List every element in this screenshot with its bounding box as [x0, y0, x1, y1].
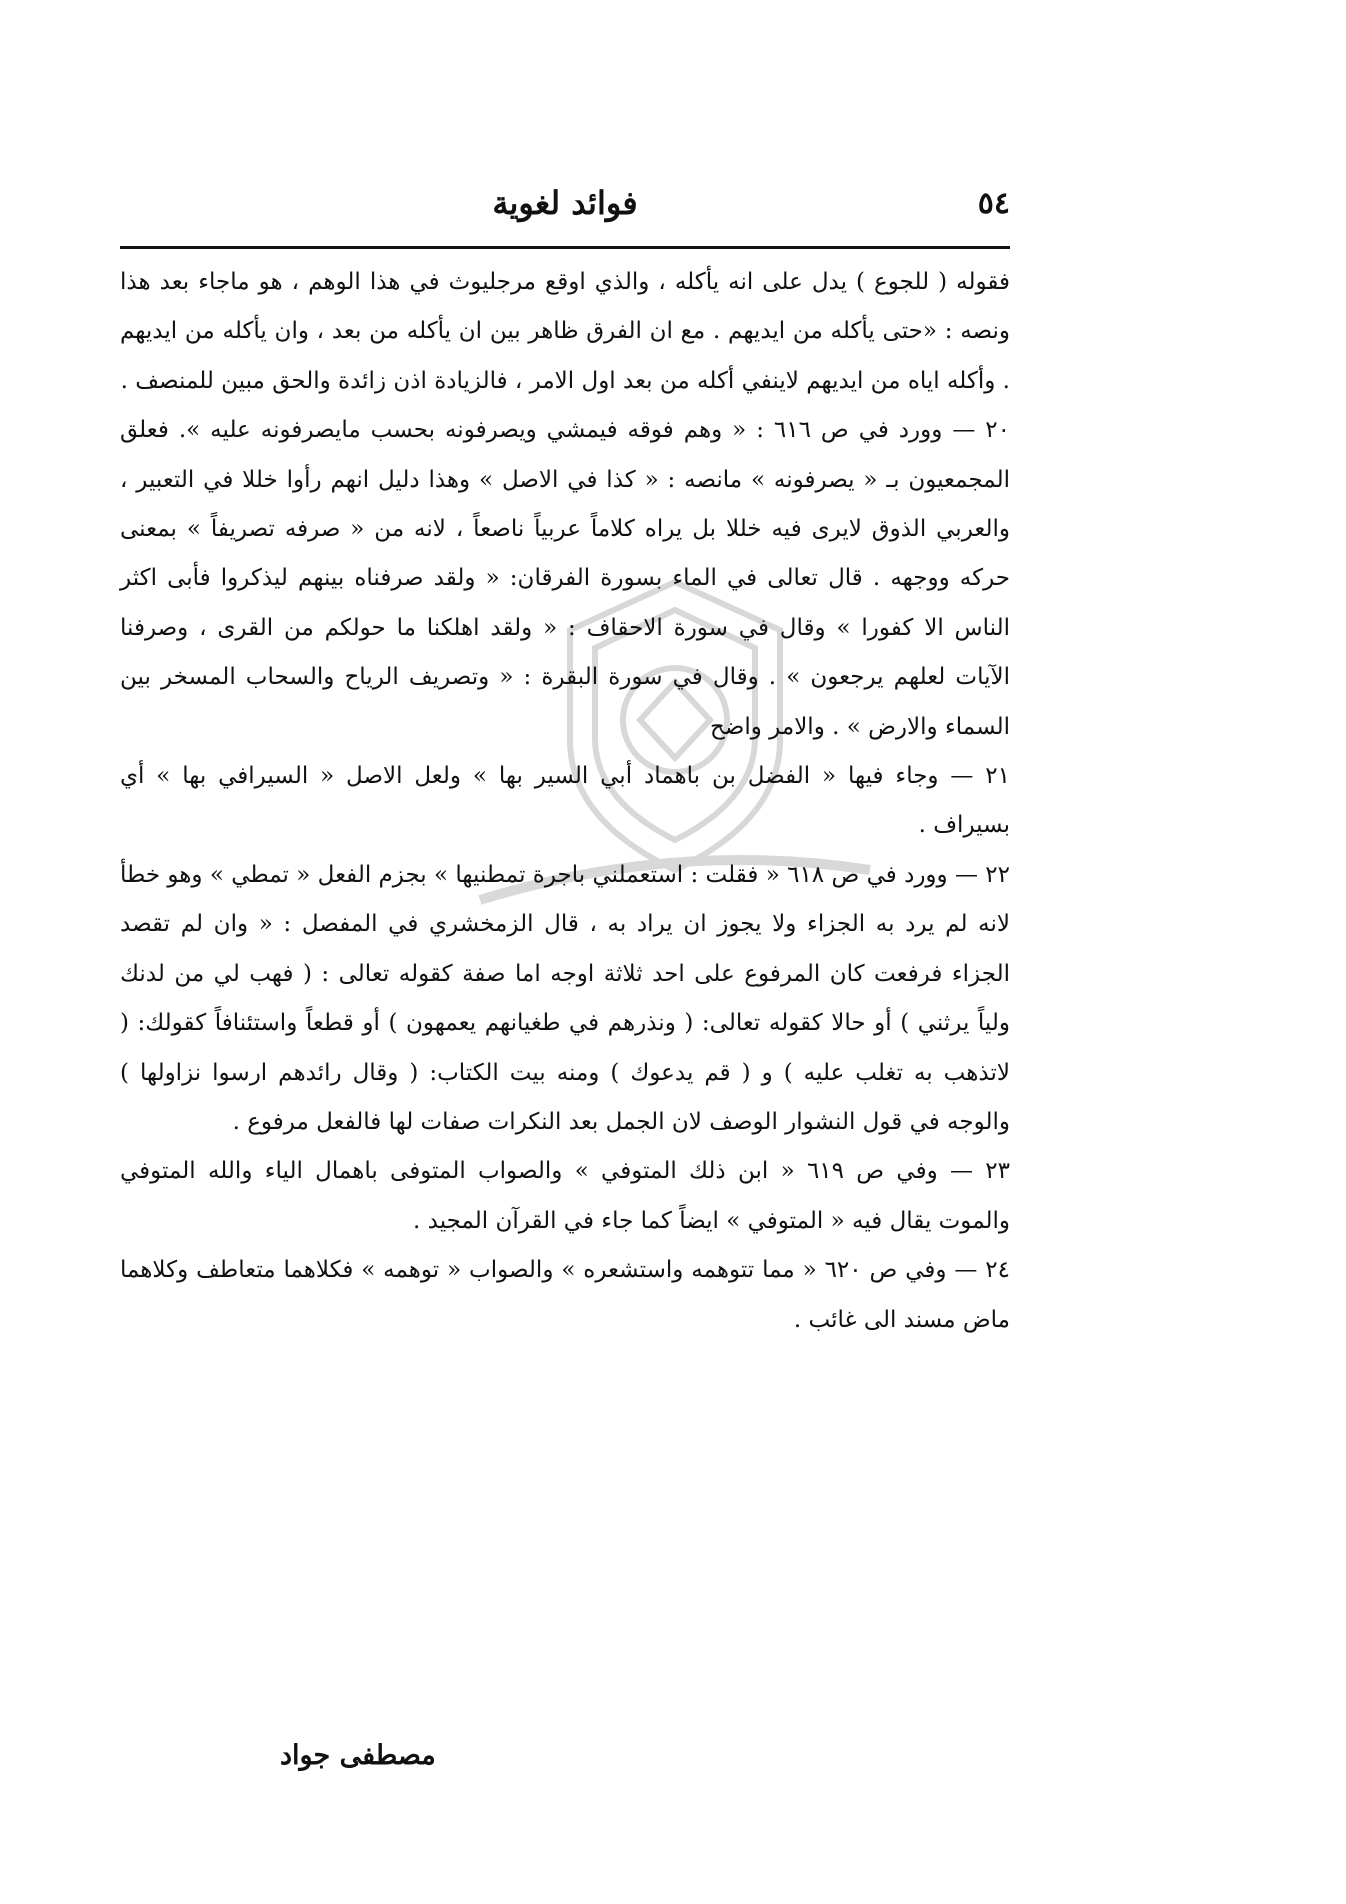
paragraph: ٢٠ — وورد في ص ٦١٦ : « وهم فوقه فيمشي ويصرفونه بحسب مايصرفونه عليه ». فعلق المجمعيون بـ « يصرفونه » مانصه : « كذا في الاصل » وهذا دليل انهم رأوا خللا في التعبير ، والعربي الذوق لايرى فيه خللا بل يراه كلاماً عربياً ناصعاً ، لانه من « صرفه تصريفاً » بمعنى حركه ووجهه . قال تعالى في الماء بسورة الفرقان: « ولقد صرفناه بينهم ليذكروا فأبى اكثر الناس الا كفورا » وقال في سورة الاحقاف : « ولقد اهلكنا ما حولكم من القرى ، وصرفنا الآيات لعلهم يرجعون » . وقال في سورة البقرة : « وتصريف الرياح والسحاب المسخر بين السماء والارض » . والامر واضح: [120, 417, 1010, 740]
article-body: [120, 258, 1010, 1345]
header-rule: [120, 246, 1010, 249]
paragraph: ٢٢ — وورد في ص ٦١٨ « فقلت : استعملني باجرة تمطنيها » بجزم الفعل « تمطي » وهو خطأ لانه لم يرد به الجزاء ولا يجوز ان يراد به ، قال الزمخشري في المفصل : « وان لم تقصد الجزاء فرفعت كان المرفوع على احد ثلاثة اوجه اما صفة كقوله تعالى : ( فهب لي من لدنك ولياً يرثني ) أو حالا كقوله تعالى: ( ونذرهم في طغيانهم يعمهون ) أو قطعاً واستئنافاً كقولك: ( لاتذهب به تغلب عليه ) و ( قم يدعوك ) ومنه بيت الكتاب: ( وقال رائدهم ارسوا نزاولها ) والوجه في قول النشوار الوصف لان الجمل بعد النكرات صفات لها فالفعل مرفوع .: [120, 861, 1010, 1135]
page-number: ٥٤: [977, 186, 1010, 221]
running-title: فوائد لغوية: [492, 184, 638, 222]
author-signature: مصطفى جواد: [280, 1740, 436, 1771]
paragraph: ٢١ — وجاء فيها « الفضل بن باهماد أبي السير بها » ولعل الاصل « السيرافي بها » أي بسيراف .: [120, 763, 1010, 839]
paragraph: ٢٣ — وفي ص ٦١٩ « ابن ذلك المتوفي » والصواب المتوفى باهمال الياء والله المتوفي والموت يقال فيه « المتوفي » ايضاً كما جاء في القرآن المجيد .: [120, 1158, 1010, 1234]
paragraph: فقوله ( للجوع ) يدل على انه يأكله ، والذي اوقع مرجليوث في هذا الوهم ، هو ماجاء بعد هذا ونصه : «حتى يأكله من ايديهم . مع ان الفرق ظاهر بين ان يأكله من بعد ، وان يأكله من ايديهم . وأكله اياه من ايديهم لاينفي أكله من بعد اول الامر ، فالزيادة اذن زائدة والحق مبين للمنصف .: [120, 269, 1010, 394]
paragraph: ٢٤ — وفي ص ٦٢٠ « مما تتوهمه واستشعره » والصواب « توهمه » فكلاهما متعاطف وكلاهما ماض مسند الى غائب .: [120, 1257, 1010, 1333]
page-header: [120, 182, 1010, 238]
